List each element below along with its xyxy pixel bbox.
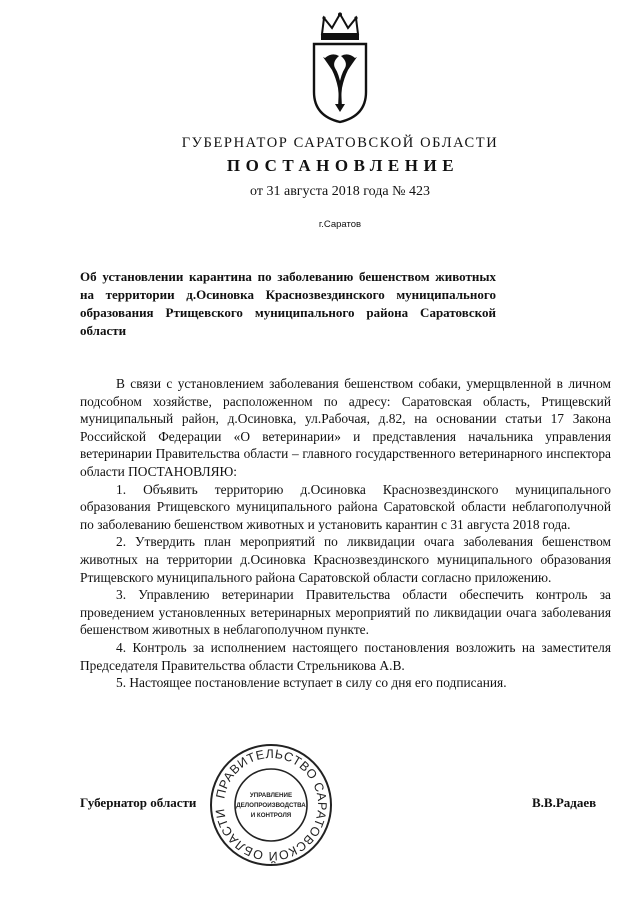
document-body bbox=[80, 375, 611, 692]
signatory-position: Губернатор области bbox=[80, 795, 197, 810]
issuing-authority: ГУБЕРНАТОР САРАТОВСКОЙ ОБЛАСТИ bbox=[181, 135, 499, 151]
coat-of-arms-icon bbox=[308, 12, 372, 124]
body-item-2: 2. Утвердить план мероприятий по ликвидации очага заболевания бешенством животных на территории д.Осиновка Краснозвездинского муниципального образования Ртищевского муниципального района Саратовской области согласно приложению. bbox=[80, 534, 611, 585]
official-seal-stamp bbox=[208, 742, 334, 868]
issue-city: г.Саратов bbox=[318, 219, 362, 230]
stamp-inner-line-1: УПРАВЛЕНИЕ bbox=[249, 792, 293, 799]
body-item-5: 5. Настоящее постановление вступает в силу со дня его подписания. bbox=[116, 675, 507, 691]
body-item-1: 1. Объявить территорию д.Осиновка Краснозвездинского муниципального образования Ртищевского муниципального района Саратовской области неблагополучной по заболеванию бешенством животных и установить карантин с 31 августа 2018 года. bbox=[80, 481, 611, 532]
document-date-number: от 31 августа 2018 года № 423 bbox=[250, 184, 430, 199]
document-subject: Об установлении карантина по заболеванию бешенством животных на территории д.Осиновка Краснозвездинского муниципального образования Ртищевского муниципального района Саратовской области bbox=[80, 269, 496, 338]
stamp-outer-text: ПРАВИТЕЛЬСТВО САРАТОВСКОЙ ОБЛАСТИ bbox=[212, 746, 330, 864]
document-type-title: ПОСТАНОВЛЕНИЕ bbox=[226, 156, 460, 175]
stamp-inner-line-2: ДЕЛОПРОИЗВОДСТВА bbox=[236, 802, 306, 809]
body-item-3: 3. Управлению ветеринарии Правительства области обеспечить контроль за проведением установленных ветеринарных мероприятий по ликвидации очага заболевания бешенством животных в неблагополучном пункте. bbox=[80, 587, 611, 638]
signatory-name: В.В.Радаев bbox=[532, 795, 597, 810]
body-item-4: 4. Контроль за исполнением настоящего постановления возложить на заместителя Председателя Правительства области Стрельникова А.В. bbox=[80, 639, 611, 673]
body-intro-paragraph: В связи с установлением заболевания бешенством собаки, умерщвленной в личном подсобном хозяйстве, расположенном по адресу: Саратовская область, Ртищевский муниципальный район, д.Осиновка, ул.Рабочая, д.82, на основании статьи 17 Закона Российской Федерации «О ветеринарии» и представления начальника управления ветеринарии Правительства области – главного государственного ветеринарного инспектора области ПОСТАНОВЛЯЮ: bbox=[80, 376, 611, 479]
stamp-inner-line-3: И КОНТРОЛЯ bbox=[250, 812, 292, 819]
